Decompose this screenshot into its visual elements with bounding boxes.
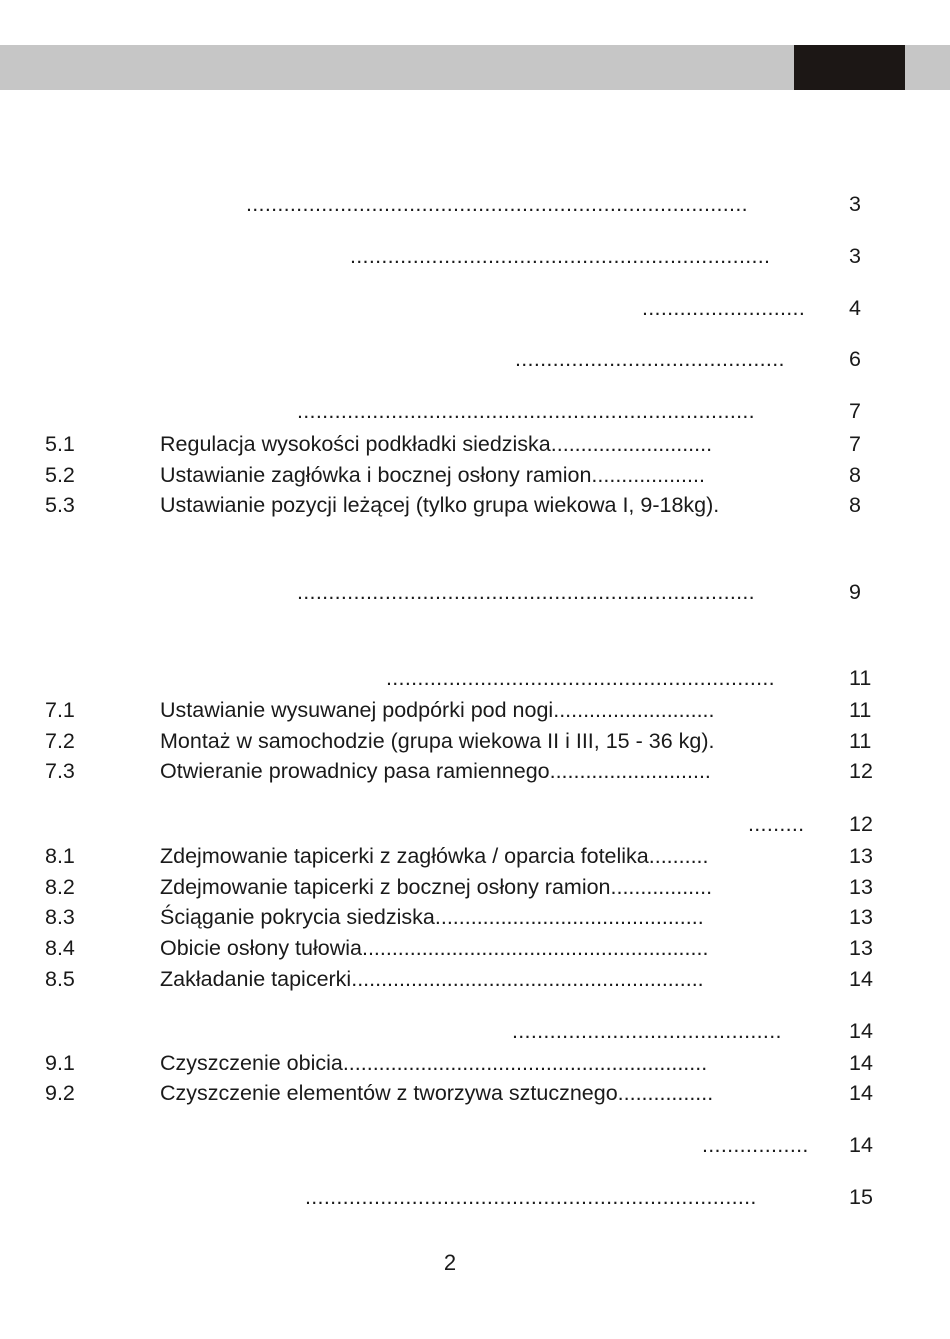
toc-entry-page: 14 [849, 1051, 873, 1075]
toc-entry-title: Zdejmowanie tapicerki z zagłówka / oparcia fotelika.......... [160, 844, 709, 868]
toc-entry-number: 8.4 [45, 936, 75, 960]
page-number: 2 [443, 1250, 457, 1275]
toc-entry-leader: ........................... [550, 432, 713, 456]
toc-entry-page: 11 [849, 729, 872, 753]
toc-entry-page: 14 [849, 1133, 873, 1157]
toc-entry-leader: ........................... [549, 759, 711, 783]
toc-entry-page: 4 [849, 296, 861, 320]
toc-entry-leader: ................ [617, 1081, 714, 1105]
toc-entry-page: 6 [849, 347, 861, 371]
toc-entry-leader: ................................................................................ [246, 192, 748, 216]
toc-entry [0, 344, 950, 374]
toc-entry-page: 7 [849, 399, 861, 423]
toc-entry-page: 11 [849, 698, 872, 722]
toc-entry-leader: ................. [702, 1133, 809, 1157]
toc-entry-page: 15 [849, 1185, 873, 1209]
toc-entry-number: 8.3 [45, 905, 75, 929]
toc-entry-title: Ustawianie wysuwanej podpórki pod nogi........................... [160, 698, 715, 722]
toc-entry [0, 189, 950, 219]
toc-entry [0, 964, 950, 994]
toc-entry-leader: ........................... [553, 698, 715, 722]
toc-entry-page: 12 [849, 759, 873, 783]
toc-entry-leader: .......................... [642, 296, 806, 320]
toc-entry-number: 8.5 [45, 967, 75, 991]
toc-entry-leader: .............................................................. [386, 666, 775, 690]
toc-entry-leader: ........................................................... [351, 967, 704, 991]
toc-entry-page: 14 [849, 967, 873, 991]
toc-entry-page: 9 [849, 580, 861, 604]
toc-entry [0, 1048, 950, 1078]
toc-entry [0, 695, 950, 725]
toc-entry-number: 8.2 [45, 875, 75, 899]
toc-entry-title: Montaż w samochodzie (grupa wiekowa II i III, 15 - 36 kg). [160, 729, 715, 753]
toc-entry-title: Obicie osłony tułowia.......................................................... [160, 936, 709, 960]
toc-entry-number: 7.1 [45, 698, 75, 722]
toc-entry [0, 1130, 950, 1160]
toc-entry-leader: ............................................. [434, 905, 704, 929]
toc-entry [0, 809, 950, 839]
toc-entry [0, 756, 950, 786]
toc-entry-title: Zakładanie tapicerki........................................................... [160, 967, 704, 991]
toc-entry-leader: .......... [648, 844, 709, 868]
toc-entry-page: 13 [849, 936, 873, 960]
toc-entry-page: 13 [849, 844, 873, 868]
toc-entry-leader: ......................................................................... [297, 399, 755, 423]
toc-entry [0, 490, 950, 520]
toc-entry-page: 12 [849, 812, 873, 836]
toc-entry-page: 14 [849, 1019, 873, 1043]
toc-entry-title: Czyszczenie elementów z tworzywa sztucznego................ [160, 1081, 714, 1105]
toc-entry-page: 11 [849, 666, 872, 690]
toc-entry [0, 241, 950, 271]
toc-entry-number: 5.3 [45, 493, 75, 517]
toc-entry-title: Ściąganie pokrycia siedziska............................................. [160, 905, 704, 929]
toc-entry-leader: ............................................................. [342, 1051, 708, 1075]
toc-entry [0, 1078, 950, 1108]
toc-entry [0, 1182, 950, 1212]
toc-entry-number: 9.1 [45, 1051, 75, 1075]
toc-entry-leader: ................................................................... [350, 244, 771, 268]
toc-entry-title: Zdejmowanie tapicerki z bocznej osłony ramion................. [160, 875, 713, 899]
toc-entry-number: 7.3 [45, 759, 75, 783]
toc-entry [0, 726, 950, 756]
toc-entry [0, 663, 950, 693]
toc-entry [0, 577, 950, 607]
toc-entry-leader: .......................................................... [361, 936, 709, 960]
toc-entry-title: Ustawianie zagłówka i bocznej osłony ramion................... [160, 463, 705, 487]
toc-entry [0, 396, 950, 426]
toc-entry-title: Regulacja wysokości podkładki siedziska........................... [160, 432, 713, 456]
toc-entry-title: Ustawianie pozycji leżącej (tylko grupa wiekowa I, 9-18kg). [160, 493, 720, 517]
toc-entry-page: 13 [849, 905, 873, 929]
toc-entry-page: 3 [849, 192, 861, 216]
toc-entry-title: Otwieranie prowadnicy pasa ramiennego........................... [160, 759, 711, 783]
toc-entry-page: 7 [849, 432, 861, 456]
toc-entry [0, 902, 950, 932]
toc-entry [0, 429, 950, 459]
toc-entry [0, 1016, 950, 1046]
toc-entry-leader: ................... [591, 463, 705, 487]
toc-entry-page: 8 [849, 463, 861, 487]
toc-entry-page: 14 [849, 1081, 873, 1105]
toc-entry [0, 872, 950, 902]
toc-entry-number: 5.1 [45, 432, 75, 456]
toc-entry-number: 9.2 [45, 1081, 75, 1105]
toc-entry-page: 3 [849, 244, 861, 268]
toc-entry-leader: ........................................... [515, 347, 785, 371]
toc-entry-leader: ......................................................................... [297, 580, 755, 604]
toc-entry-page: 8 [849, 493, 861, 517]
toc-entry-page: 13 [849, 875, 873, 899]
toc-entry-number: 8.1 [45, 844, 75, 868]
toc-entry [0, 933, 950, 963]
toc-entry-leader: ......... [748, 812, 805, 836]
toc-entry-title: Czyszczenie obicia............................................................. [160, 1051, 708, 1075]
toc-entry-leader: ................. [610, 875, 713, 899]
toc-entry-number: 5.2 [45, 463, 75, 487]
toc-entry-number: 7.2 [45, 729, 75, 753]
toc-entry-leader: ........................................................................ [305, 1185, 757, 1209]
toc-entry-leader: ........................................... [512, 1019, 782, 1043]
toc-entry [0, 841, 950, 871]
toc-entry [0, 293, 950, 323]
toc-entry [0, 460, 950, 490]
